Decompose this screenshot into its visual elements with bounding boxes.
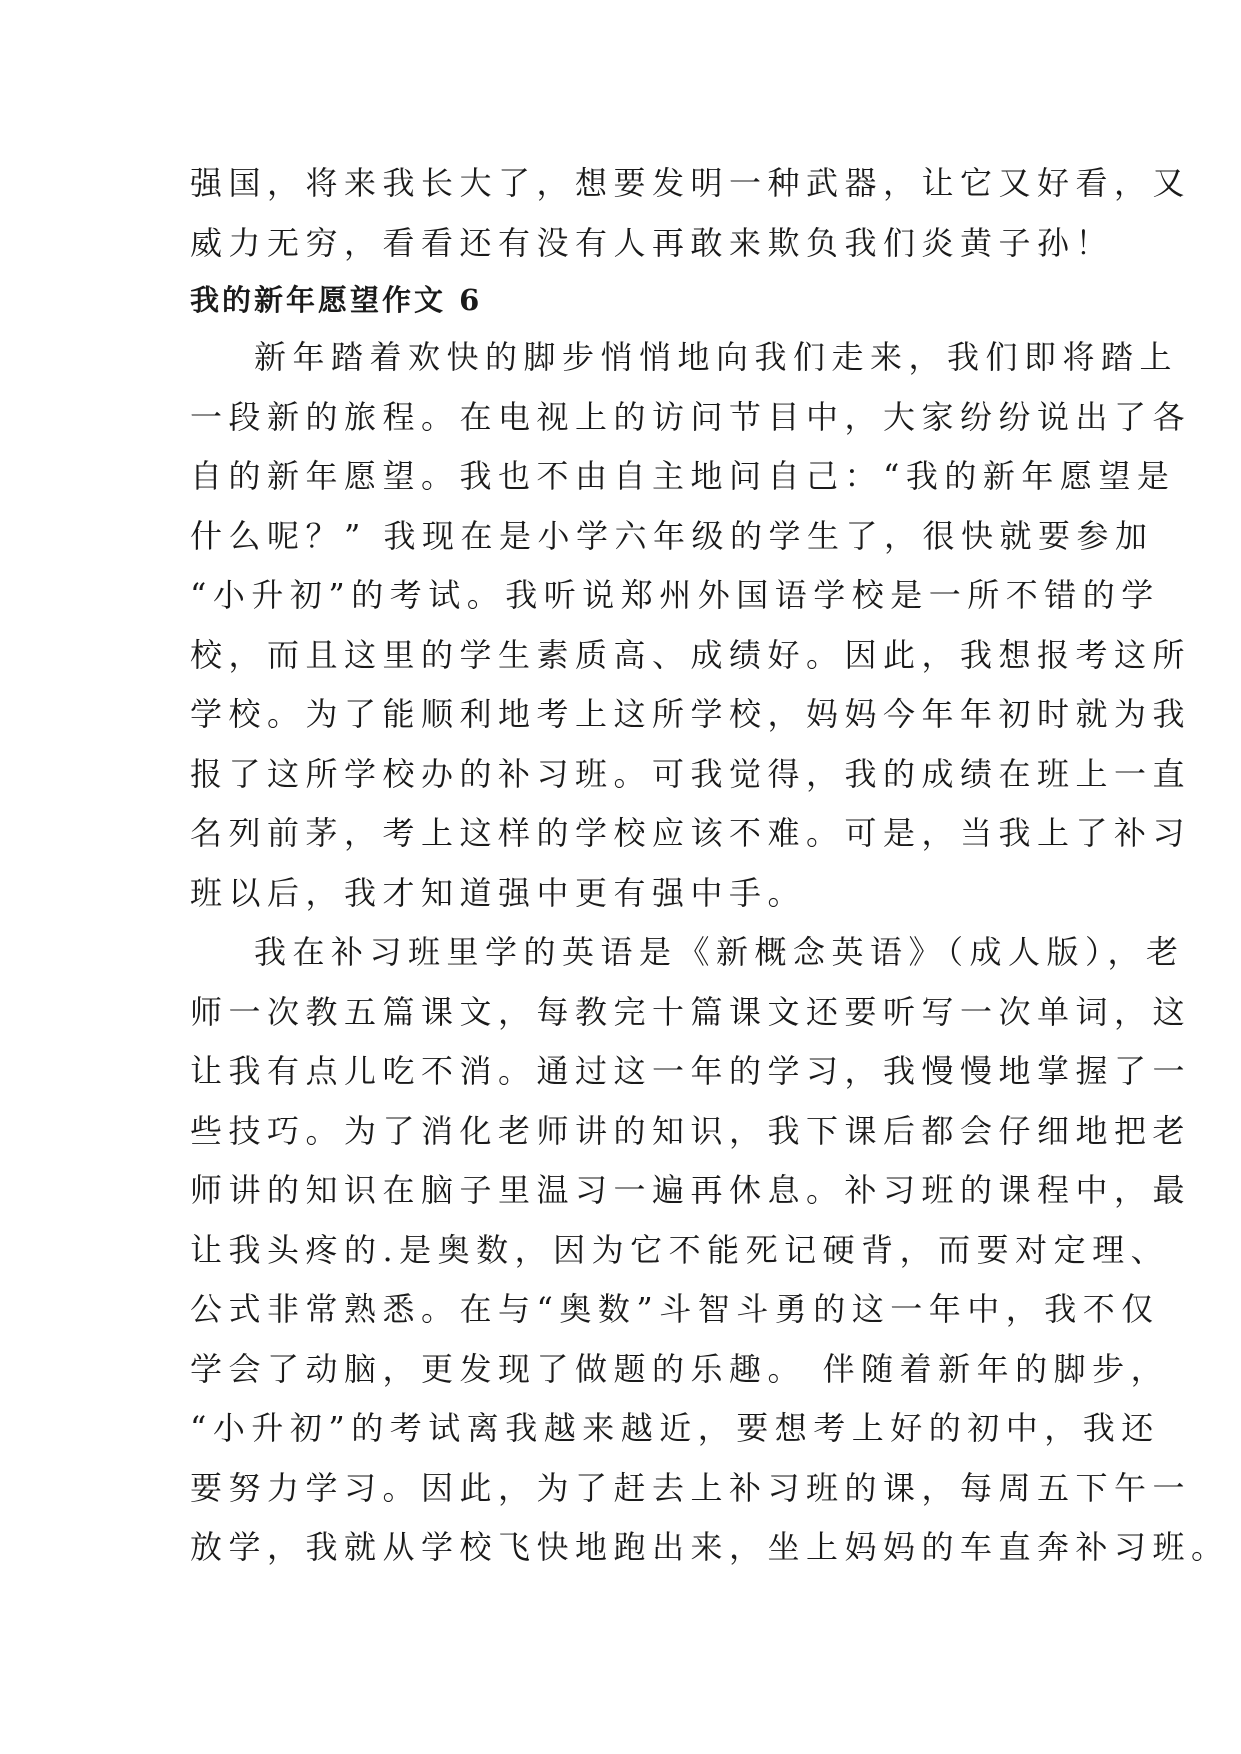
text-line: 校，而且这里的学生素质高、成绩好。因此，我想报考这所 [190,635,1192,674]
lead-paragraph [190,154,1192,273]
document-body [190,154,1230,1578]
text-line: “小升初”的考试离我越来越近，要想考上好的初中，我还 [190,1409,1160,1448]
text-line: 公式非常熟悉。在与“奥数”斗智斗勇的这一年中，我不仅 [190,1290,1160,1329]
text-line: 学校。为了能顺利地考上这所学校，妈妈今年年初时就为我 [190,695,1192,734]
text-line: “小升初”的考试。我听说郑州外国语学校是一所不错的学 [190,576,1160,615]
text-line: 报了这所学校办的补习班。可我觉得，我的成绩在班上一直 [190,754,1192,793]
text-line: 师讲的知识在脑子里温习一遍再休息。补习班的课程中，最 [190,1171,1192,1210]
text-line: 让我有点儿吃不消。通过这一年的学习，我慢慢地掌握了一 [190,1052,1192,1091]
text-line: 班以后，我才知道强中更有强中手。 [190,873,807,912]
text-line: 放学，我就从学校飞快地跑出来，坐上妈妈的车直奔补习班。 [190,1528,1230,1567]
text-line: 什么呢？” 我现在是小学六年级的学生了，很快就要参加 [190,516,1154,555]
paragraph-2 [190,923,1230,1578]
text-line: 强国，将来我长大了，想要发明一种武器，让它又好看，又 [190,164,1192,202]
text-line: 让我头疼的.是奥数，因为它不能死记硬背，而要对定理、 [190,1230,1170,1269]
text-line: 自的新年愿望。我也不由自主地问自己：“我的新年愿望是 [190,457,1176,496]
text-line: 威力无穷，看看还有没有人再敢来欺负我们炎黄子孙！ [190,223,1115,262]
paragraph-1 [190,328,1192,923]
text-line: 要努力学习。因此，为了赶去上补习班的课，每周五下午一 [190,1468,1192,1507]
text-line: 一段新的旅程。在电视上的访问节目中，大家纷纷说出了各 [190,397,1192,436]
section-title: 我的新年愿望作文 6 [190,283,483,318]
text-line: 名列前茅，考上这样的学校应该不难。可是，当我上了补习 [190,814,1192,853]
text-line: 学会了动脑，更发现了做题的乐趣。 伴随着新年的脚步， [190,1349,1170,1388]
text-line: 师一次教五篇课文，每教完十篇课文还要听写一次单词，这 [190,992,1192,1031]
text-line: 新年踏着欢快的脚步悄悄地向我们走来，我们即将踏上 [254,338,1179,377]
text-line: 我在补习班里学的英语是《新概念英语》（成人版），老 [254,933,1185,972]
text-line: 些技巧。为了消化老师讲的知识，我下课后都会仔细地把老 [190,1111,1192,1150]
